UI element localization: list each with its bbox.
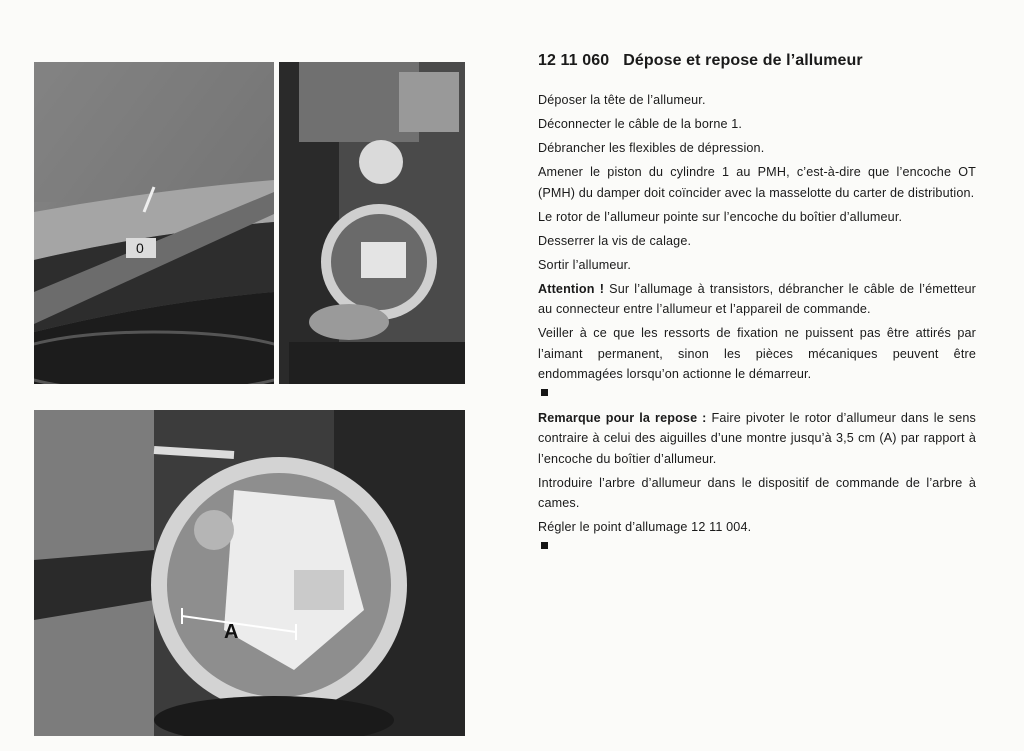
step-6: Desserrer la vis de calage. — [538, 233, 692, 248]
section-heading — [538, 52, 976, 70]
section-end-marker-2 — [541, 542, 548, 549]
warning-note: Veiller à ce que les ressorts de fixation ne puissent pas être attirés par l’aimant permanent, sinon les pièces mécaniques peuvent être endommagées lorsqu’on actionne le démarreur. — [538, 326, 976, 381]
step-1: Déposer la tête de l’allumeur. — [538, 93, 706, 107]
timing-mark-label: 0 — [136, 240, 144, 256]
photo-damper-timing-mark — [34, 62, 274, 384]
remark-text: Faire pivoter le rotor d’allumeur dans le sens contraire à celui des aiguilles d’une montre jusqu’à 3,5 cm (A) par rapport à l’encoche du boîtier d’allumeur. — [538, 410, 976, 466]
section-number: 12 11 060 — [538, 52, 610, 69]
remark-note — [538, 408, 976, 470]
attention-label: Attention ! — [538, 281, 605, 296]
step-after-2: Régler le point d’allumage 12 11 004. — [538, 520, 752, 534]
photo-distributor-side — [279, 62, 465, 384]
step-2: Déconnecter le câble de la borne 1. — [538, 117, 743, 131]
step-3: Débrancher les flexibles de dépression. — [538, 141, 765, 155]
step-5: Le rotor de l’allumeur pointe sur l’encoche du boîtier d’allumeur. — [538, 209, 903, 224]
dimension-a-label: A — [224, 621, 239, 643]
section-end-marker — [541, 389, 548, 396]
attention-text: Sur l’allumage à transistors, débrancher le câble de l’émetteur au connecteur entre l’allumeur et l’appareil de commande. — [538, 281, 977, 316]
section-title: Dépose et repose de l’allumeur — [623, 52, 863, 69]
instruction-column — [538, 52, 976, 561]
step-after-1: Introduire l’arbre d’allumeur dans le dispositif de commande de l’arbre à cames. — [538, 475, 976, 510]
photo-distributor-rotor-dimension — [34, 410, 465, 736]
step-7: Sortir l’allumeur. — [538, 257, 631, 272]
step-4: Amener le piston du cylindre 1 au PMH, c’est-à-dire que l’encoche OT (PMH) du damper doit coïncider avec la masselotte du carter de distribution. — [538, 165, 976, 200]
remark-label: Remarque pour la repose : — [538, 410, 707, 425]
attention-note — [538, 279, 976, 320]
